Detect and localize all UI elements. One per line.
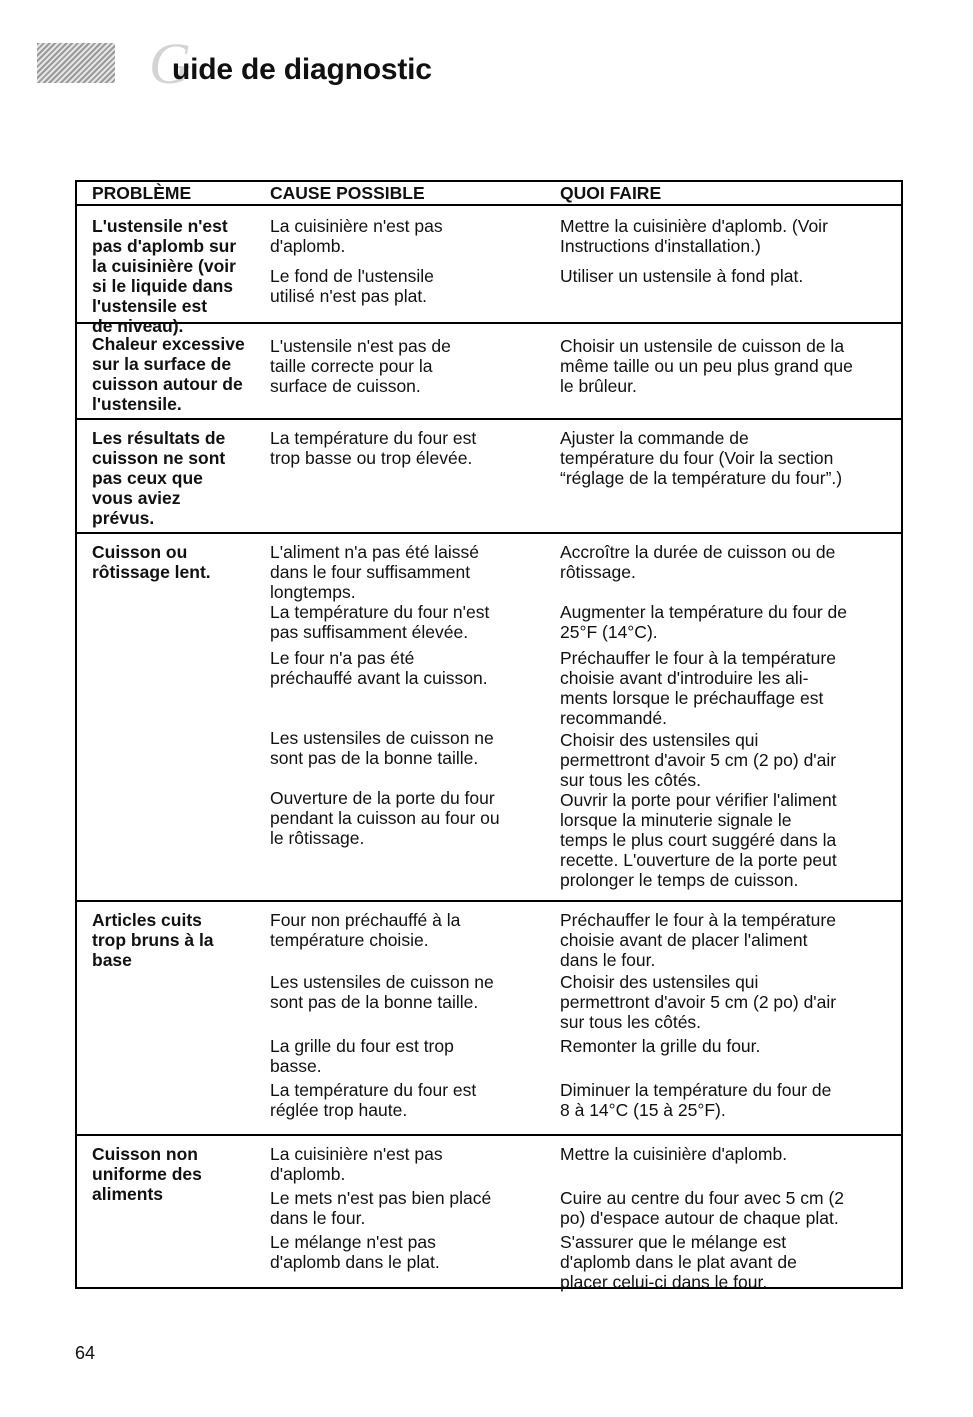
cause-line: La température du four est <box>270 428 477 448</box>
problem-cell <box>92 1144 202 1204</box>
action-cell <box>560 1080 895 1120</box>
cause-line: taille correcte pour la <box>270 356 433 376</box>
action-cell <box>560 910 895 970</box>
decorative-pattern-icon <box>37 43 115 83</box>
cause-line: La cuisinière n'est pas <box>270 1144 443 1164</box>
problem-line: sur la surface de <box>92 354 232 374</box>
cause-line: dans le four. <box>270 1208 366 1228</box>
problem-cell <box>92 216 236 336</box>
problem-line: l'ustensile est <box>92 296 208 316</box>
cause-cell <box>270 648 550 688</box>
action-line: ments lorsque le préchauffage est <box>560 688 824 708</box>
cause-line: préchauffé avant la cuisson. <box>270 668 488 688</box>
action-line: Remonter la grille du four. <box>560 1036 761 1056</box>
table-row <box>77 1136 901 1292</box>
cause-cell <box>270 910 550 950</box>
problem-line: Chaleur excessive <box>92 334 245 354</box>
header-problem: PROBLÈME <box>92 183 192 203</box>
problem-line: l'ustensile. <box>92 394 182 414</box>
cause-cell <box>270 428 550 468</box>
action-line: recette. L'ouverture de la porte peut <box>560 850 837 870</box>
cause-line: réglée trop haute. <box>270 1100 408 1120</box>
problem-line: prévus. <box>92 508 155 528</box>
cause-line: d'aplomb dans le plat. <box>270 1252 440 1272</box>
problem-line: cuisson ne sont <box>92 448 226 468</box>
action-line: Accroître la durée de cuisson ou de <box>560 542 836 562</box>
troubleshooting-table <box>75 180 903 1292</box>
cause-line: Four non préchauffé à la <box>270 910 461 930</box>
cause-line: sont pas de la bonne taille. <box>270 748 479 768</box>
cause-line: Les ustensiles de cuisson ne <box>270 728 494 748</box>
cause-line: sont pas de la bonne taille. <box>270 992 479 1012</box>
page-number: 64 <box>75 1343 96 1363</box>
action-line: température du four (Voir la section <box>560 448 834 468</box>
cause-line: Ouverture de la porte du four <box>270 788 495 808</box>
action-line: même taille ou un peu plus grand que <box>560 356 853 376</box>
action-line: 8 à 14°C (15 à 25°F). <box>560 1100 726 1120</box>
problem-line: Cuisson ou <box>92 542 188 562</box>
cause-cell <box>270 1144 550 1184</box>
cause-line: basse. <box>270 1056 322 1076</box>
action-line: lorsque la minuterie signale le <box>560 810 792 830</box>
cause-line: Le mets n'est pas bien placé <box>270 1188 492 1208</box>
cause-cell <box>270 336 550 396</box>
header-cause: CAUSE POSSIBLE <box>270 183 425 203</box>
action-line: 25°F (14°C). <box>560 622 658 642</box>
cause-line: pas suffisamment élevée. <box>270 622 469 642</box>
cause-line: longtemps. <box>270 582 356 602</box>
action-line: Choisir des ustensiles qui <box>560 730 759 750</box>
action-line: S'assurer que le mélange est <box>560 1232 787 1252</box>
action-cell <box>560 216 895 256</box>
cause-line: utilisé n'est pas plat. <box>270 286 428 306</box>
problem-line: Articles cuits <box>92 910 202 930</box>
cause-line: d'aplomb. <box>270 1164 346 1184</box>
action-cell <box>560 730 895 790</box>
problem-line: pas ceux que <box>92 468 203 488</box>
cause-cell <box>270 1232 550 1272</box>
cause-cell <box>270 1188 550 1228</box>
cause-line: trop basse ou trop élevée. <box>270 448 473 468</box>
action-line: rôtissage. <box>560 562 636 582</box>
header-action: QUOI FAIRE <box>560 183 662 203</box>
cause-line: Les ustensiles de cuisson ne <box>270 972 494 992</box>
problem-line: L'ustensile n'est <box>92 216 228 236</box>
problem-line: Les résultats de <box>92 428 226 448</box>
action-line: Choisir un ustensile de cuisson de la <box>560 336 845 356</box>
cause-line: La température du four n'est <box>270 602 490 622</box>
cause-line: d'aplomb. <box>270 236 346 256</box>
problem-cell <box>92 542 211 582</box>
cause-cell <box>270 1036 550 1076</box>
action-line: Instructions d'installation.) <box>560 236 761 256</box>
cause-line: La température du four est <box>270 1080 477 1100</box>
table-row <box>77 534 901 902</box>
problem-line: rôtissage lent. <box>92 562 211 582</box>
problem-line: la cuisinière (voir <box>92 256 236 276</box>
cause-cell <box>270 972 550 1012</box>
table-header <box>77 182 901 206</box>
page-title: uide de diagnostic <box>172 53 432 86</box>
action-line: Préchauffer le four à la température <box>560 648 836 668</box>
action-cell <box>560 972 895 1032</box>
action-line: dans le four. <box>560 950 656 970</box>
problem-line: cuisson autour de <box>92 374 243 394</box>
cause-line: dans le four suffisamment <box>270 562 471 582</box>
cause-line: L'ustensile n'est pas de <box>270 336 451 356</box>
table-row <box>77 324 901 420</box>
problem-line: aliments <box>92 1184 163 1204</box>
action-cell <box>560 336 895 396</box>
cause-cell <box>270 1080 550 1120</box>
problem-line: pas d'aplomb sur <box>92 236 237 256</box>
cause-cell <box>270 542 550 602</box>
cause-cell <box>270 216 550 256</box>
cause-line: L'aliment n'a pas été laissé <box>270 542 480 562</box>
action-line: Ouvrir la porte pour vérifier l'aliment <box>560 790 837 810</box>
cause-line: Le fond de l'ustensile <box>270 266 434 286</box>
problem-cell <box>92 334 245 414</box>
cause-cell <box>270 602 550 642</box>
action-line: prolonger le temps de cuisson. <box>560 870 799 890</box>
action-cell <box>560 428 895 488</box>
action-cell <box>560 1232 895 1292</box>
action-line: recommandé. <box>560 708 667 728</box>
problem-line: Cuisson non <box>92 1144 198 1164</box>
action-line: permettront d'avoir 5 cm (2 po) d'air <box>560 992 837 1012</box>
cause-cell <box>270 788 550 848</box>
problem-line: trop bruns à la <box>92 930 214 950</box>
cause-cell <box>270 266 550 306</box>
cause-line: température choisie. <box>270 930 429 950</box>
cause-line: pendant la cuisson au four ou <box>270 808 500 828</box>
cause-line: La cuisinière n'est pas <box>270 216 443 236</box>
cause-line: La grille du four est trop <box>270 1036 454 1056</box>
action-line: Diminuer la température du four de <box>560 1080 832 1100</box>
action-line: placer celui-ci dans le four. <box>560 1272 768 1292</box>
action-line: choisie avant d'introduire les ali- <box>560 668 809 688</box>
cause-line: Le four n'a pas été <box>270 648 415 668</box>
table-row <box>77 206 901 336</box>
table-row <box>77 420 901 534</box>
action-line: temps le plus court suggéré dans la <box>560 830 837 850</box>
cause-line: le rôtissage. <box>270 828 365 848</box>
action-line: po) d'espace autour de chaque plat. <box>560 1208 839 1228</box>
action-line: Mettre la cuisinière d'aplomb. (Voir <box>560 216 828 236</box>
action-cell <box>560 648 895 728</box>
action-line: Augmenter la température du four de <box>560 602 847 622</box>
action-line: choisie avant de placer l'aliment <box>560 930 808 950</box>
problem-line: vous aviez <box>92 488 181 508</box>
action-line: Choisir des ustensiles qui <box>560 972 759 992</box>
action-line: “réglage de la température du four”.) <box>560 468 843 488</box>
cause-line: Le mélange n'est pas <box>270 1232 436 1252</box>
action-line: le brûleur. <box>560 376 637 396</box>
problem-line: uniforme des <box>92 1164 202 1184</box>
action-line: Mettre la cuisinière d'aplomb. <box>560 1144 788 1164</box>
problem-cell <box>92 428 225 528</box>
problem-cell <box>92 910 214 970</box>
cause-cell <box>270 728 550 768</box>
action-line: Ajuster la commande de <box>560 428 749 448</box>
cause-line: surface de cuisson. <box>270 376 421 396</box>
problem-line: si le liquide dans <box>92 276 234 296</box>
problem-line: base <box>92 950 132 970</box>
action-cell <box>560 1188 895 1228</box>
action-line: Utiliser un ustensile à fond plat. <box>560 266 804 286</box>
table-row <box>77 902 901 1136</box>
title-initial: G <box>149 31 191 96</box>
action-line: sur tous les côtés. <box>560 770 702 790</box>
problem-line: de niveau). <box>92 316 184 336</box>
action-cell <box>560 1144 895 1164</box>
action-line: sur tous les côtés. <box>560 1012 702 1032</box>
action-line: permettront d'avoir 5 cm (2 po) d'air <box>560 750 837 770</box>
action-line: Cuire au centre du four avec 5 cm (2 <box>560 1188 845 1208</box>
action-cell <box>560 790 895 890</box>
action-cell <box>560 602 895 642</box>
action-cell <box>560 542 895 582</box>
action-cell <box>560 1036 895 1056</box>
action-line: Préchauffer le four à la température <box>560 910 836 930</box>
action-cell <box>560 266 895 286</box>
action-line: d'aplomb dans le plat avant de <box>560 1252 797 1272</box>
